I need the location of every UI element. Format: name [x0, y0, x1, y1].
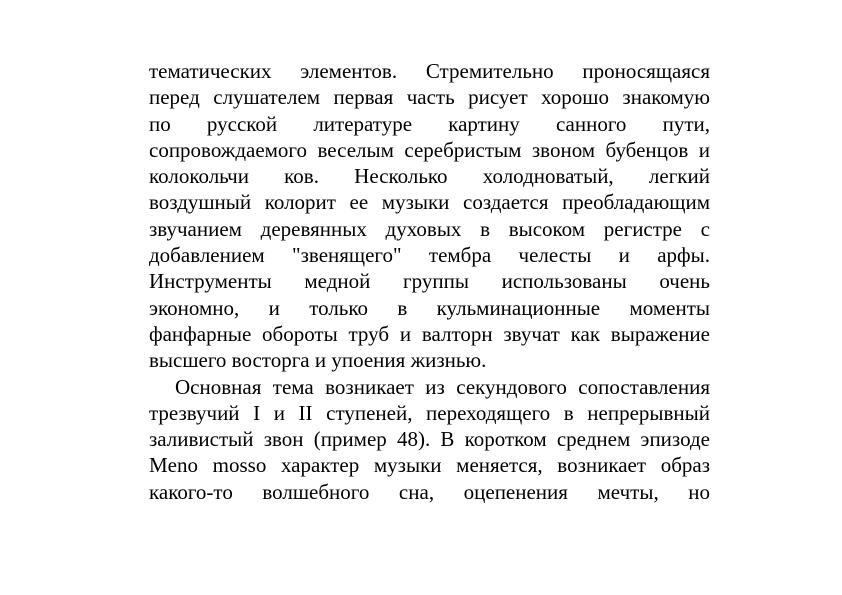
paragraph-2	[149, 374, 710, 505]
text-line: фанфарные обороты труб и валторн звучат как выражение	[149, 321, 710, 346]
text-line: воздушный колорит ее музыки создается преобладающим	[149, 190, 710, 215]
text-line: Основная тема возникает из секундового сопоставления	[175, 374, 710, 399]
text-line: колокольчи ков. Несколько холодноватый, легкий	[149, 164, 710, 189]
paragraph-1	[149, 58, 710, 374]
text-line: по русской литературе картину санного пути,	[149, 111, 710, 136]
text-line: высшего восторга и упоения жизнью.	[149, 348, 487, 373]
text-line: заливистый звон (пример 48). В коротком среднем эпизоде	[149, 427, 710, 452]
text-line: перед слушателем первая часть рисует хорошо знакомую	[149, 85, 710, 110]
text-line: звучанием деревянных духовых в высоком регистре с	[149, 216, 710, 241]
text-line: тематических элементов. Стремительно проносящаяся	[149, 59, 710, 83]
text-line: Meno mosso характер музыки меняется, возникает образ	[149, 453, 710, 478]
text-line: сопровождаемого веселым серебристым звоном бубенцов и	[149, 137, 710, 162]
text-line: экономно, и только в кульминационные моменты	[149, 295, 710, 320]
text-line: какого-то волшебного сна, оцепенения мечты, но	[149, 479, 710, 504]
text-line: трезвучий I и II ступеней, переходящего в непрерывный	[149, 400, 710, 425]
text-line: Инструменты медной группы использованы очень	[149, 269, 710, 294]
text-line: добавлением "звенящего" тембра челесты и арфы.	[149, 243, 710, 268]
body-text	[149, 58, 710, 505]
